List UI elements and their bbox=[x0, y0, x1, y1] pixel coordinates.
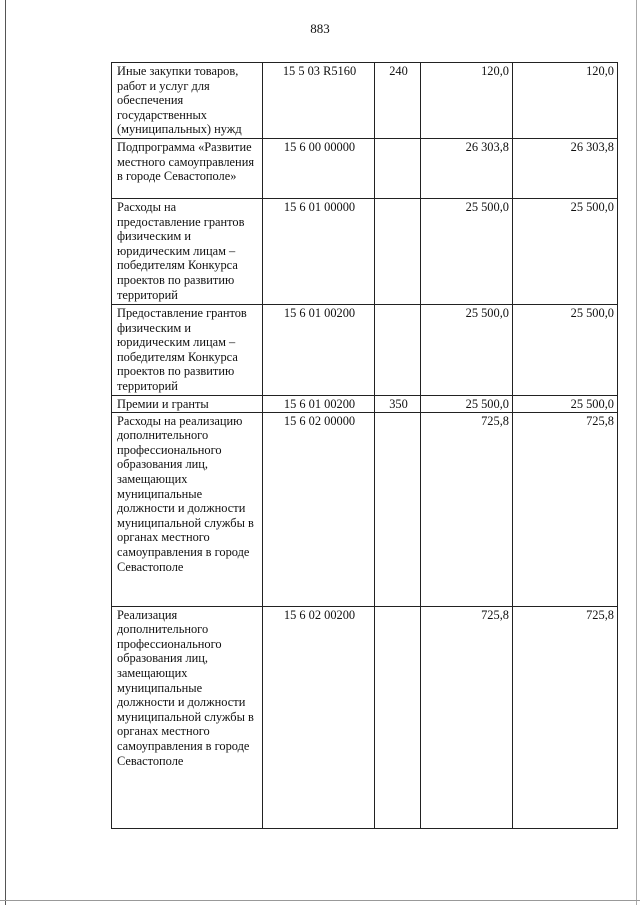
row-code: 15 6 02 00000 bbox=[263, 412, 375, 606]
row-amount-2: 725,8 bbox=[513, 412, 618, 606]
row-type: 240 bbox=[375, 63, 421, 139]
scan-edge-right bbox=[636, 0, 637, 905]
row-type bbox=[375, 199, 421, 305]
row-type bbox=[375, 305, 421, 396]
table-row bbox=[112, 199, 618, 305]
row-name: Расходы на реализацию дополнительного профессионального образования лиц, замещающих муниципальные должности и должности муниципальной службы в органах местного самоуправления в городе Севастополе bbox=[112, 412, 263, 606]
row-amount-1: 725,8 bbox=[421, 412, 513, 606]
row-name: Подпрограмма «Развитие местного самоуправления в городе Севастополе» bbox=[112, 139, 263, 199]
row-name: Премии и гранты bbox=[112, 396, 263, 413]
table-row bbox=[112, 63, 618, 139]
row-amount-1: 725,8 bbox=[421, 606, 513, 828]
table-row bbox=[112, 305, 618, 396]
row-amount-2: 26 303,8 bbox=[513, 139, 618, 199]
table-row bbox=[112, 606, 618, 828]
row-type bbox=[375, 412, 421, 606]
row-amount-2: 25 500,0 bbox=[513, 305, 618, 396]
row-code: 15 5 03 R5160 bbox=[263, 63, 375, 139]
table-row bbox=[112, 396, 618, 413]
table-row bbox=[112, 139, 618, 199]
row-type: 350 bbox=[375, 396, 421, 413]
table-row bbox=[112, 412, 618, 606]
budget-table bbox=[111, 62, 618, 829]
row-type bbox=[375, 139, 421, 199]
row-amount-1: 120,0 bbox=[421, 63, 513, 139]
row-name: Предоставление грантов физическим и юридическим лицам – победителям Конкурса проектов по развитию территорий bbox=[112, 305, 263, 396]
row-code: 15 6 01 00200 bbox=[263, 305, 375, 396]
row-amount-2: 725,8 bbox=[513, 606, 618, 828]
row-type bbox=[375, 606, 421, 828]
row-code: 15 6 01 00200 bbox=[263, 396, 375, 413]
row-name: Иные закупки товаров, работ и услуг для обеспечения государственных (муниципальных) нужд bbox=[112, 63, 263, 139]
scan-edge-left bbox=[5, 0, 6, 905]
page-number: 883 bbox=[310, 21, 330, 36]
row-amount-2: 120,0 bbox=[513, 63, 618, 139]
row-amount-1: 25 500,0 bbox=[421, 305, 513, 396]
row-name: Реализация дополнительного профессионального образования лиц, замещающих муниципальные должности и должности муниципальной службы в органах местного самоуправления в городе Севастополе bbox=[112, 606, 263, 828]
row-code: 15 6 01 00000 bbox=[263, 199, 375, 305]
row-code: 15 6 02 00200 bbox=[263, 606, 375, 828]
row-amount-1: 25 500,0 bbox=[421, 396, 513, 413]
row-amount-1: 26 303,8 bbox=[421, 139, 513, 199]
row-name: Расходы на предоставление грантов физическим и юридическим лицам – победителям Конкурса проектов по развитию территорий bbox=[112, 199, 263, 305]
row-code: 15 6 00 00000 bbox=[263, 139, 375, 199]
scan-edge-bottom bbox=[0, 900, 640, 901]
row-amount-2: 25 500,0 bbox=[513, 396, 618, 413]
row-amount-2: 25 500,0 bbox=[513, 199, 618, 305]
row-amount-1: 25 500,0 bbox=[421, 199, 513, 305]
